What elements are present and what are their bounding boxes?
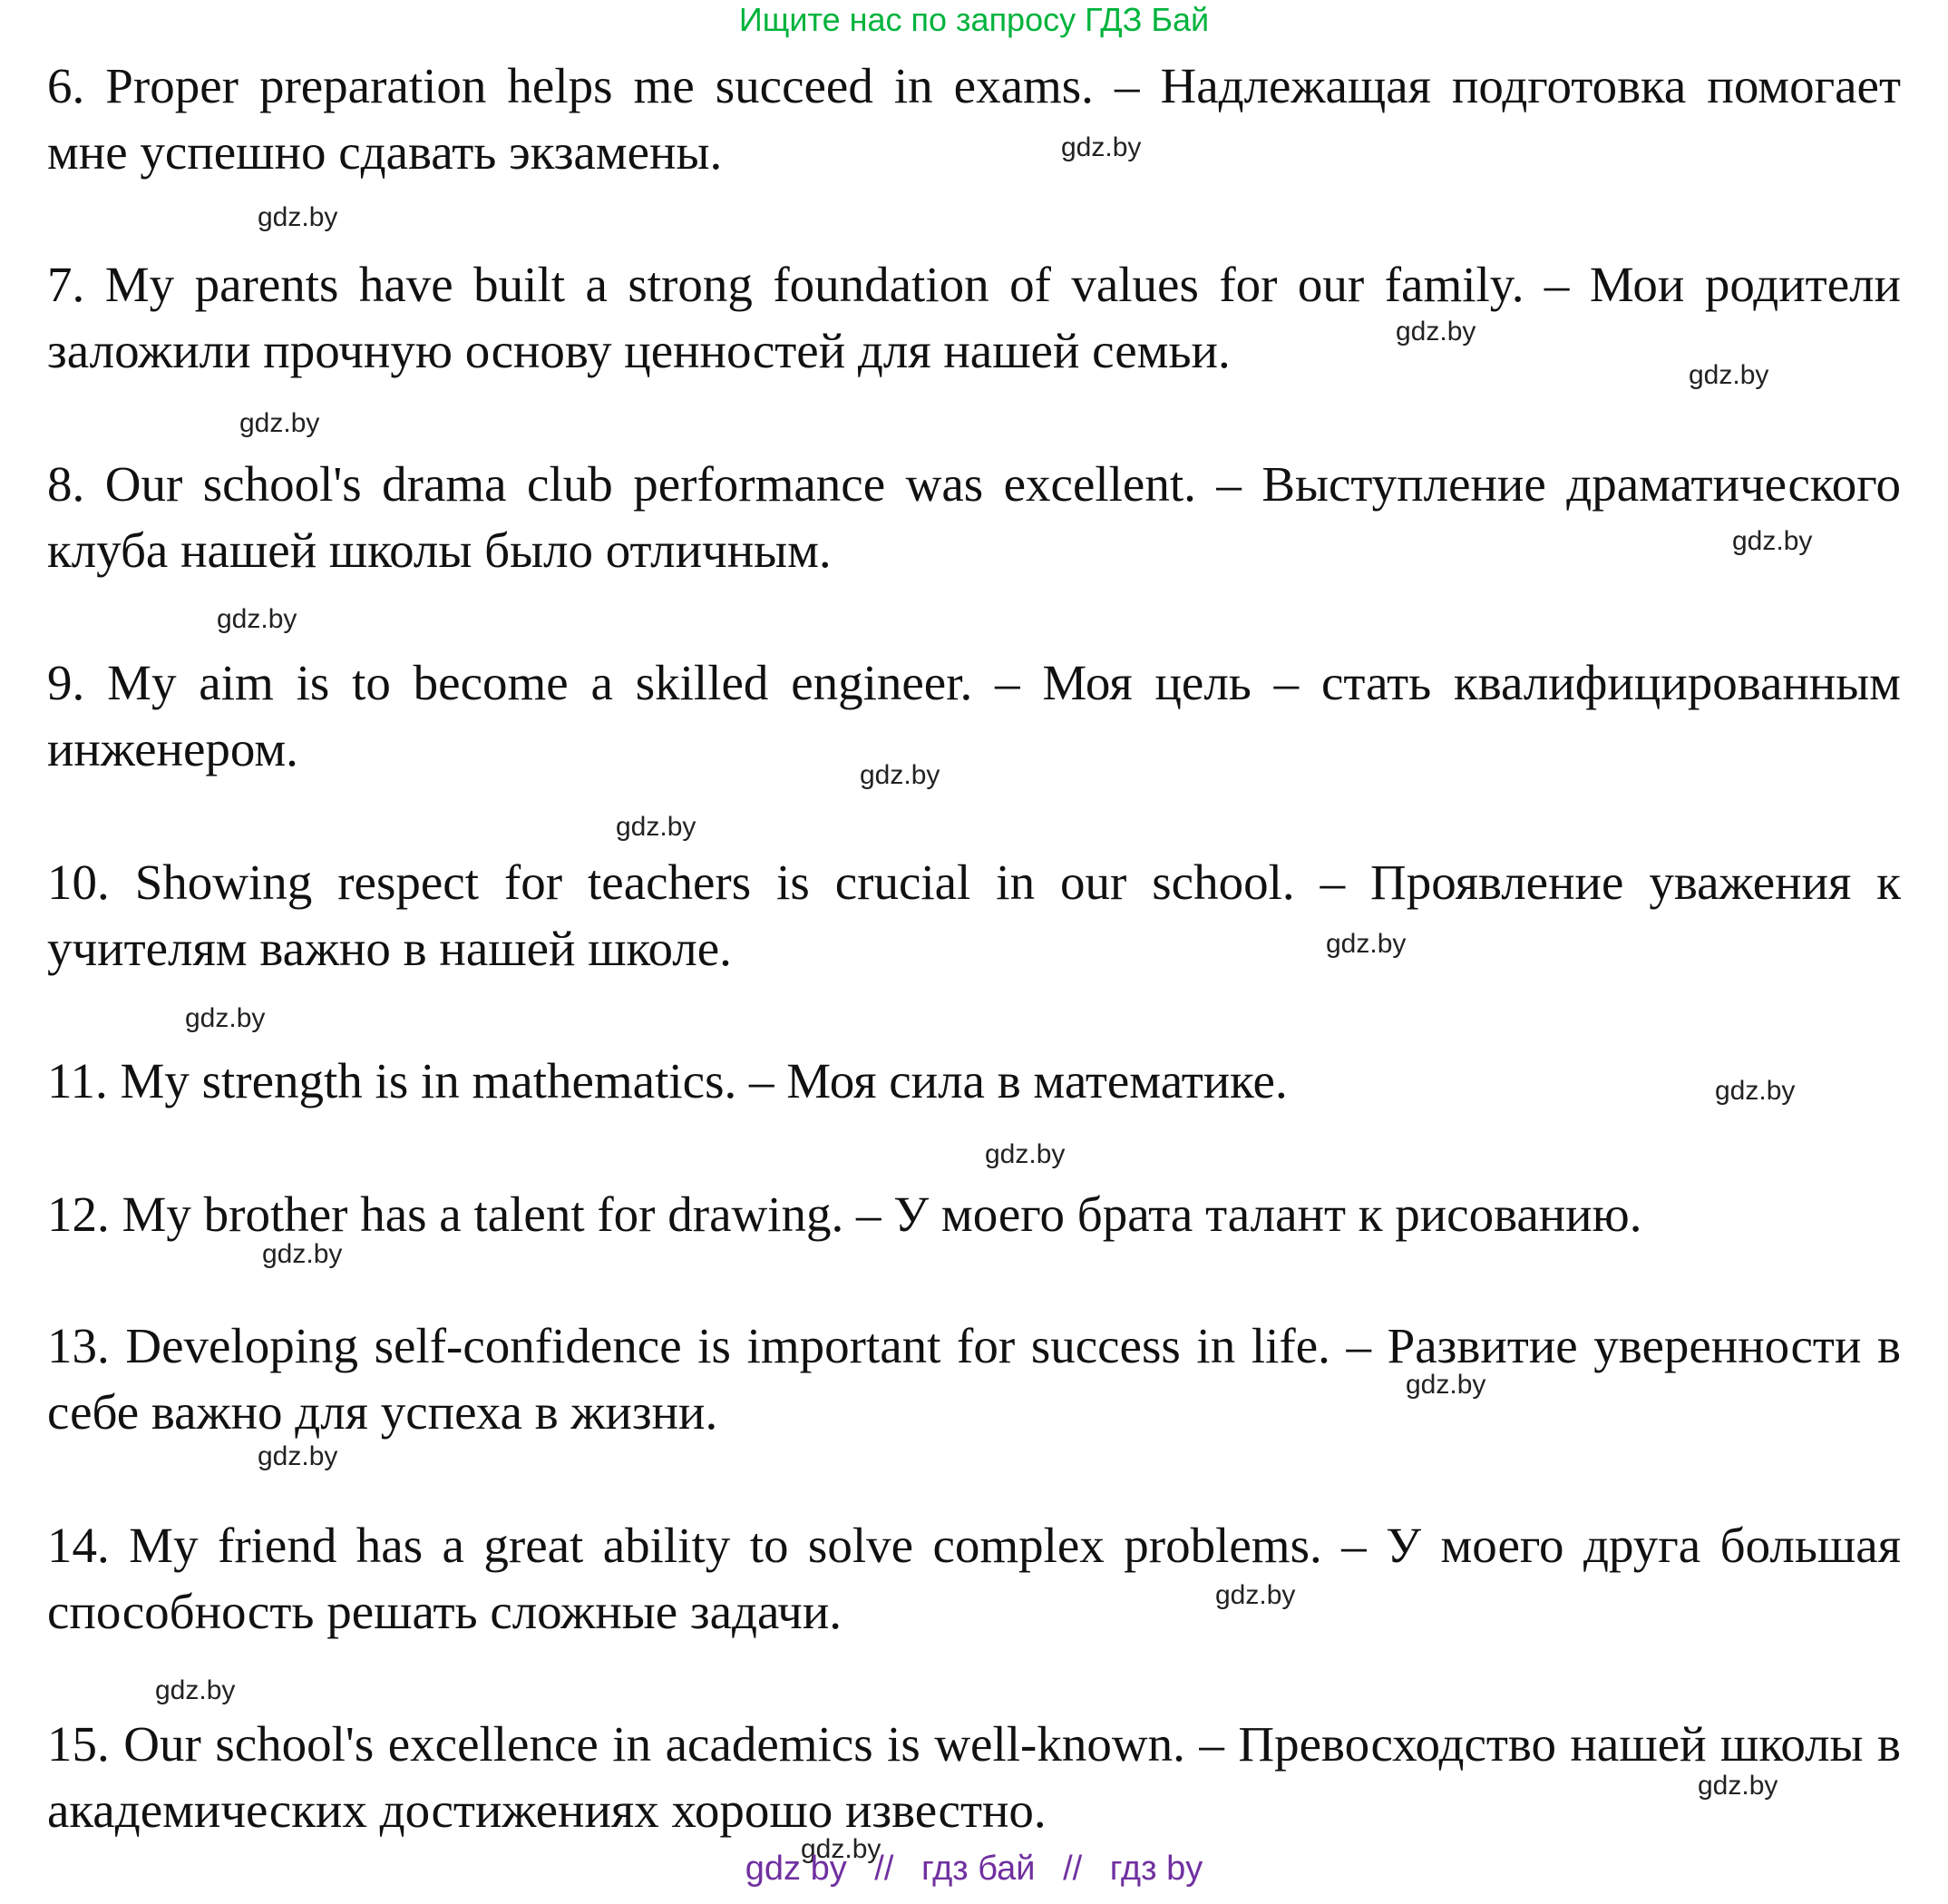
entry-14: 14. My friend has a great ability to solve complex problems. – У моего друга большая способность решать сложные задачи. — [47, 1518, 1901, 1639]
entry-11: 11. My strength is in mathematics. – Моя сила в математике. — [47, 1053, 1288, 1108]
entry-10: 10. Showing respect for teachers is crucial in our school. – Проявление уважения к учителям важно в нашей школе. — [47, 854, 1901, 976]
entry-12: 12. My brother has a talent for drawing. – У моего брата талант к рисованию. — [47, 1186, 1642, 1242]
watermark: gdz.by — [616, 812, 696, 842]
footer-links — [0, 1850, 1948, 1887]
entry-13: 13. Developing self-confidence is important for success in life. – Развитие уверенности в себе важно для успеха в жизни. — [47, 1318, 1901, 1440]
watermark: gdz.by — [185, 1003, 266, 1033]
watermark: gdz.by — [1406, 1370, 1486, 1400]
entry-7: 7. My parents have built a strong foundation of values for our family. – Мои родители заложили прочную основу ценностей для нашей семьи. — [47, 257, 1901, 378]
watermark: gdz.by — [1698, 1771, 1778, 1801]
footer-separator: // — [1063, 1850, 1083, 1888]
header-banner[interactable]: Ищите нас по запросу ГДЗ Бай — [738, 1, 1210, 38]
watermark: gdz.by — [1326, 929, 1407, 959]
entry-8: 8. Our school's drama club performance was excellent. – Выступление драматического клуба нашей школы было отличным. — [47, 456, 1901, 578]
watermark: gdz.by — [801, 1834, 881, 1864]
footer-link-gdz-bai[interactable]: гдз бай — [920, 1850, 1036, 1888]
watermark: gdz.by — [1689, 360, 1769, 390]
watermark: gdz.by — [155, 1675, 236, 1705]
footer-link-gdz-by-cyr[interactable]: гдз by — [1109, 1850, 1203, 1888]
watermark: gdz.by — [258, 202, 338, 232]
watermark: gdz.by — [239, 408, 320, 438]
watermark: gdz.by — [860, 760, 940, 790]
watermark: gdz.by — [258, 1441, 338, 1471]
watermark: gdz.by — [1215, 1580, 1296, 1610]
watermark: gdz.by — [217, 604, 297, 634]
entry-9: 9. My aim is to become a skilled engineer. – Моя цель – стать квалифицированным инженером. — [47, 655, 1901, 776]
footer-link-gdz-by[interactable]: gdz by — [745, 1850, 847, 1888]
entry-15: 15. Our school's excellence in academics is well-known. – Превосходство нашей школы в академических достижениях хорошо известно. — [47, 1716, 1901, 1838]
watermark: gdz.by — [262, 1239, 343, 1269]
watermark: gdz.by — [1396, 317, 1476, 347]
watermark: gdz.by — [1061, 132, 1142, 162]
entry-6: 6. Proper preparation helps me succeed in exams. – Надлежащая подготовка помогает мне успешно сдавать экзамены. — [47, 58, 1901, 180]
watermark: gdz.by — [1715, 1076, 1796, 1106]
watermark: gdz.by — [985, 1139, 1066, 1169]
watermark: gdz.by — [1732, 526, 1813, 556]
footer-separator: // — [874, 1850, 894, 1888]
